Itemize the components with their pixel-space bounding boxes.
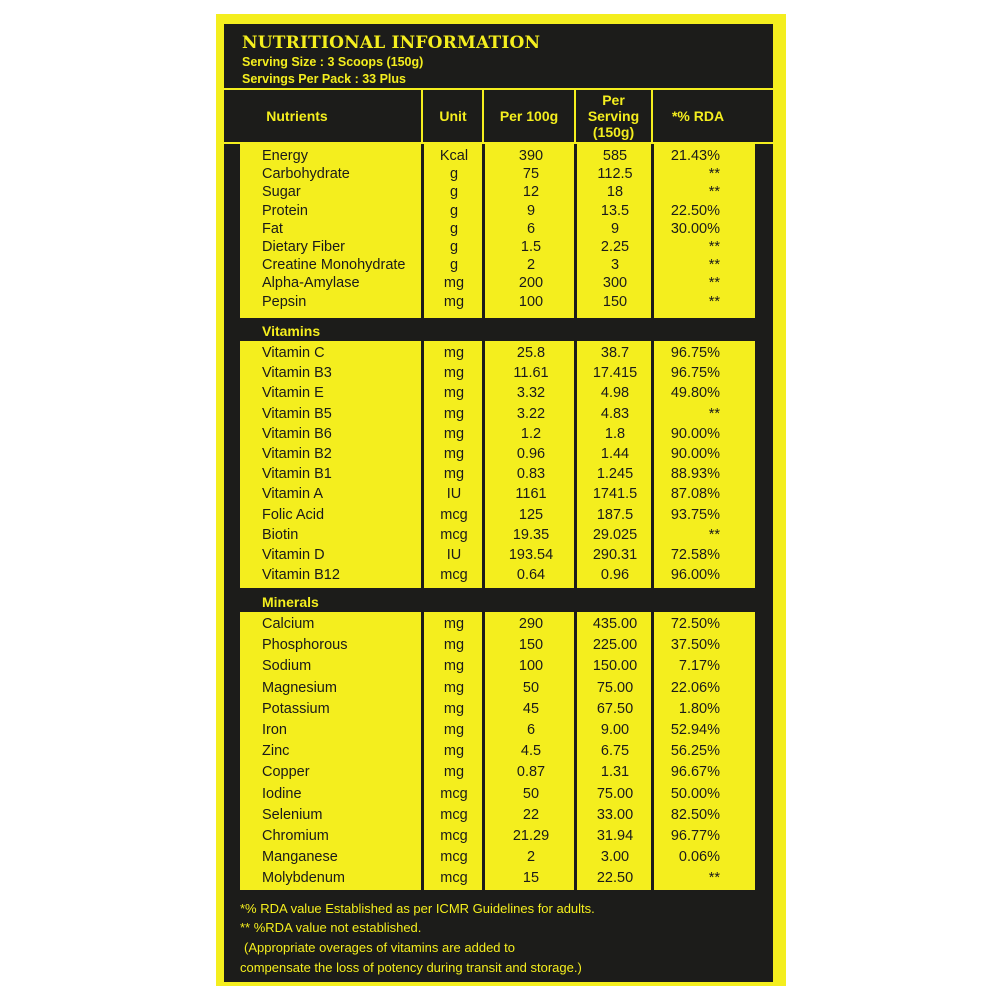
per-serving: 13.5 [600,202,630,219]
per-100g: 25.8 [516,345,546,361]
per-serving: 1741.5 [592,486,638,503]
per-serving: 31.94 [596,828,634,844]
serving-size: Serving Size : 3 Scoops (150g) [242,55,424,69]
nutrient-name: Protein [262,202,308,219]
nutrient-name: Sugar [262,184,301,201]
section-title-vitamins: Vitamins [262,323,321,339]
per-serving: 18 [606,184,624,201]
unit: mcg [440,785,468,802]
rda: 37.50% [670,637,720,654]
unit: mg [443,637,465,654]
unit: mcg [440,849,468,866]
nutrient-name: Folic Acid [262,506,325,523]
unit: mcg [440,870,468,887]
nutrient-name: Selenium [262,806,323,823]
table-row [0,273,1000,293]
unit: IU [446,486,462,503]
per-100g: 193.54 [508,547,554,563]
per-serving: 38.7 [600,345,630,361]
per-serving: 6.75 [600,743,630,760]
section-title-minerals: Minerals [262,594,319,610]
table-row [0,656,1000,676]
per-100g: 3.22 [516,405,546,422]
rda: 50.00% [670,785,720,802]
unit: g [449,202,459,219]
per-100g: 75 [522,166,540,183]
rda: 72.58% [670,547,720,563]
per-100g: 50 [522,679,540,696]
table-row [0,182,1000,202]
unit: mg [443,764,465,781]
nutrient-name: Vitamin B6 [262,425,332,442]
rda: 72.50% [670,616,720,632]
unit: mcg [440,506,468,523]
rda: 90.00% [670,446,720,462]
per-serving: 1.44 [600,446,630,462]
per-serving: 225.00 [592,637,638,654]
per-serving: 4.98 [600,385,630,402]
unit: mg [443,365,465,382]
per-serving: 290.31 [592,547,638,563]
rda: ** [708,870,720,887]
nutrient-name: Dietary Fiber [262,239,345,255]
table-row [0,826,1000,846]
table-row [0,545,1000,565]
per-serving: 75.00 [596,679,634,696]
rda: ** [708,239,720,255]
nutrient-name: Phosphorous [262,637,348,654]
rda: 21.43% [670,148,720,164]
rda: 96.75% [670,345,720,361]
unit: mg [443,722,465,738]
per-serving: 2.25 [600,239,630,255]
unit: mg [443,658,465,675]
rda: 96.75% [670,365,720,382]
rda: 30.00% [670,220,720,237]
unit: Kcal [439,148,469,164]
table-row [0,805,1000,825]
per-serving: 75.00 [596,785,634,802]
nutrient-name: Biotin [262,526,299,543]
nutrient-name: Calcium [262,616,315,632]
rda: ** [708,405,720,422]
rda: 96.00% [670,567,720,584]
unit: g [449,239,459,255]
nutrient-name: Copper [262,764,310,781]
nutrient-name: Vitamin B1 [262,466,332,483]
table-row [0,525,1000,545]
per-100g: 4.5 [520,743,542,760]
per-serving: 187.5 [596,506,634,523]
column-header-unit: Unit [439,108,467,124]
rda: 90.00% [670,425,720,442]
table-row [0,505,1000,525]
per-100g: 12 [522,184,540,201]
per-100g: 3.32 [516,385,546,402]
per-100g: 9 [526,202,536,219]
rda: 1.80% [678,700,720,717]
rda: ** [708,166,720,183]
unit: mg [443,405,465,422]
table-row [0,614,1000,634]
unit: mg [443,743,465,760]
per-100g: 390 [518,148,544,164]
unit: mcg [440,828,468,844]
rda: ** [708,184,720,201]
rda: 96.67% [670,764,720,781]
rda: ** [708,293,720,310]
unit: mg [443,425,465,442]
table-row [0,363,1000,383]
per-serving: 29.025 [592,526,638,543]
rda: 22.50% [670,202,720,219]
table-row [0,720,1000,740]
per-serving: 435.00 [592,616,638,632]
nutrient-name: Vitamin B5 [262,405,332,422]
unit: IU [446,547,462,563]
rda: ** [708,257,720,274]
per-serving: 112.5 [597,166,633,183]
per-serving: 3.00 [600,849,630,866]
per-100g: 0.96 [516,446,546,462]
unit: mcg [440,526,468,543]
per-100g: 2 [526,849,536,866]
unit: mg [443,679,465,696]
per-serving: 585 [602,148,628,164]
nutrient-name: Iron [262,722,287,738]
nutrient-name: Vitamin C [262,345,325,361]
footnote-overages: (Appropriate overages of vitamins are added to [244,940,515,955]
per-serving: 22.50 [596,870,634,887]
unit: mg [443,345,465,361]
column-header-per100: Per 100g [499,108,559,124]
nutrient-name: Vitamin B12 [262,567,340,584]
table-row [0,868,1000,888]
rda: 93.75% [670,506,720,523]
per-serving: 9.00 [600,722,630,738]
per-100g: 6 [526,722,536,738]
column-header-per-serving: Per Serving (150g) [587,92,640,140]
per-100g: 125 [518,506,544,523]
per-100g: 2 [526,257,536,274]
unit: mg [443,466,465,483]
nutrient-name: Sodium [262,658,312,675]
nutrient-name: Energy [262,148,308,164]
nutrient-name: Creatine Monohydrate [262,257,406,274]
nutrient-name: Vitamin B2 [262,446,332,462]
table-row [0,678,1000,698]
nutrient-name: Carbohydrate [262,166,350,183]
unit: g [449,257,459,274]
unit: mg [443,616,465,632]
table-row [0,237,1000,257]
rda: 0.06% [678,849,720,866]
unit: mg [443,385,465,402]
per-serving: 9 [610,220,620,237]
per-serving: 1.8 [604,425,626,442]
table-row [0,464,1000,484]
per-100g: 1.5 [520,239,542,255]
rda: 7.17% [678,658,720,675]
nutrient-name: Magnesium [262,679,337,696]
servings-per-pack: Servings Per Pack : 33 Plus [242,72,406,86]
unit: mcg [440,567,468,584]
table-row [0,255,1000,275]
rda: 56.25% [670,743,720,760]
rda: 87.08% [670,486,720,503]
rda: 22.06% [670,679,720,696]
per-100g: 0.64 [516,567,546,584]
table-row [0,699,1000,719]
per-serving: 150 [602,293,628,310]
nutrient-name: Chromium [262,828,329,844]
table-row [0,741,1000,761]
per-100g: 19.35 [512,526,550,543]
per-100g: 11.61 [513,365,549,382]
per-100g: 100 [518,293,544,310]
per-100g: 0.87 [516,764,546,781]
per-serving: 0.96 [600,567,630,584]
table-row [0,635,1000,655]
rda: 82.50% [670,806,720,823]
table-row [0,201,1000,221]
per-serving: 1.31 [600,764,630,781]
column-header-rda: *% RDA [671,108,725,124]
page-title: NUTRITIONAL INFORMATION [242,33,541,53]
per-100g: 200 [518,275,544,292]
per-100g: 150 [518,637,544,654]
unit: mcg [440,806,468,823]
header-column-divider [421,90,423,142]
table-row [0,383,1000,403]
per-serving: 1.245 [596,466,634,483]
nutrient-name: Alpha-Amylase [262,275,360,292]
nutrient-name: Pepsin [262,293,307,310]
footnote-not-established: ** %RDA value not established. [240,920,422,935]
table-row [0,146,1000,166]
table-row [0,484,1000,504]
per-100g: 100 [518,658,544,675]
unit: mg [443,446,465,462]
per-serving: 3 [610,257,620,274]
table-row [0,292,1000,312]
table-row [0,847,1000,867]
per-serving: 33.00 [596,806,634,823]
per-100g: 6 [526,220,536,237]
per-serving: 300 [602,275,628,292]
unit: mg [443,700,465,717]
column-header-nutrients: Nutrients [266,108,328,124]
per-100g: 1.2 [520,425,542,442]
nutrient-name: Fat [262,220,283,237]
table-row [0,404,1000,424]
unit: mg [443,275,465,292]
table-row [0,444,1000,464]
per-serving: 17.415 [592,365,638,382]
table-row [0,565,1000,585]
rda: ** [708,275,720,292]
rda: 49.80% [670,385,720,402]
nutrient-name: Vitamin B3 [262,365,332,382]
per-100g: 290 [518,616,544,632]
nutrient-name: Vitamin D [262,547,325,563]
table-row [0,343,1000,363]
nutrient-name: Iodine [262,785,302,802]
per-serving: 4.83 [600,405,630,422]
unit: g [449,184,459,201]
per-100g: 22 [522,806,540,823]
unit: g [449,220,459,237]
table-row [0,762,1000,782]
per-100g: 21.29 [512,828,550,844]
unit: mg [443,293,465,310]
nutrient-name: Vitamin A [262,486,323,503]
per-100g: 0.83 [516,466,546,483]
table-row [0,164,1000,184]
rda: 96.77% [670,828,720,844]
rda: ** [708,526,720,543]
nutrient-name: Zinc [262,743,290,760]
unit: g [449,166,459,183]
nutrient-name: Potassium [262,700,330,717]
footnote-rda: *% RDA value Established as per ICMR Guidelines for adults. [240,901,595,916]
nutrient-name: Vitamin E [262,385,324,402]
per-100g: 50 [522,785,540,802]
table-row [0,424,1000,444]
rda: 52.94% [670,722,720,738]
nutrient-name: Manganese [262,849,338,866]
nutrient-name: Molybdenum [262,870,346,887]
table-row [0,784,1000,804]
footnote-overages-cont: compensate the loss of potency during transit and storage.) [240,960,582,975]
per-100g: 45 [522,700,540,717]
per-100g: 1161 [515,486,547,503]
per-serving: 67.50 [596,700,634,717]
per-serving: 150.00 [592,658,638,675]
table-row [0,219,1000,239]
header-divider-top [224,88,773,90]
rda: 88.93% [670,466,720,483]
per-100g: 15 [522,870,540,887]
